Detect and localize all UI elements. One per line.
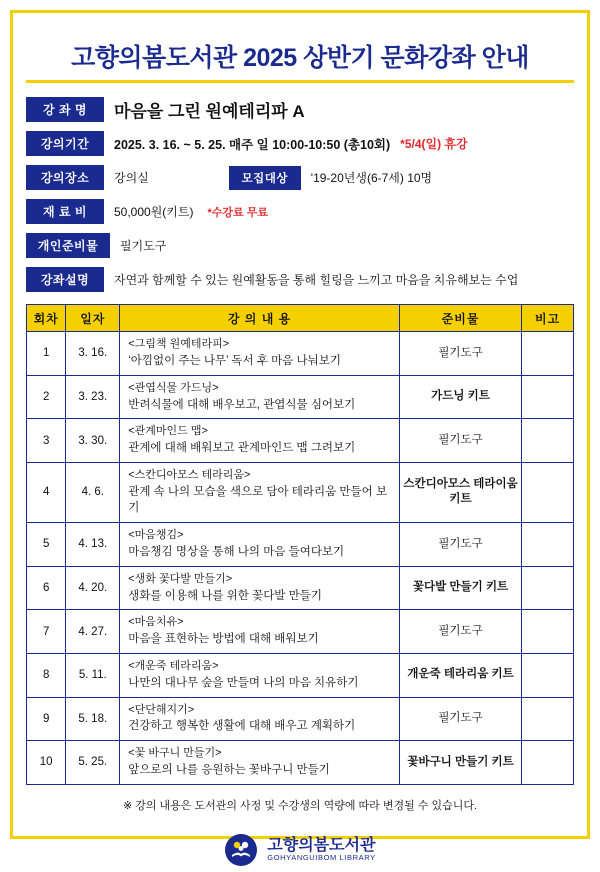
content-title: <마음치유> — [128, 616, 184, 629]
value-place: 강의실 — [114, 171, 149, 185]
info-row-period — [26, 131, 574, 156]
col-header-content: 강 의 내 용 — [120, 305, 400, 332]
cell-material: 필기도구 — [399, 610, 521, 654]
table-row — [27, 462, 574, 522]
table-row — [27, 741, 574, 785]
cell-material: 개운죽 테라리움 키트 — [399, 653, 521, 697]
cell-date: 4. 27. — [66, 610, 120, 654]
value-course-name: 마음을 그린 원예테리파 A — [114, 102, 305, 121]
content-title: <관엽식물 가드닝> — [128, 381, 219, 394]
label-course-name: 강 좌 명 — [26, 97, 104, 122]
col-header-no: 회차 — [27, 305, 66, 332]
content-desc: 생화를 이용해 나를 위한 꽃다발 만들기 — [128, 589, 322, 602]
logo-name-en: GOHYANGUIBOM LIBRARY — [267, 853, 376, 863]
cell-content — [120, 697, 400, 741]
cell-no: 1 — [27, 332, 66, 376]
content-desc: 반려식물에 대해 배우보고, 관엽식물 심어보기 — [128, 398, 356, 411]
content-desc: 나만의 대나무 숲을 만들며 나의 마음 치유하기 — [128, 676, 359, 689]
value-target: '19-20년생(6-7세) 10명 — [310, 171, 433, 185]
cell-material: 스칸디아모스 테라이움 키트 — [399, 462, 521, 522]
cell-content — [120, 375, 400, 419]
cell-date: 4. 20. — [66, 566, 120, 610]
cell-note — [522, 419, 574, 463]
content-desc: 마음챙김 명상을 통해 나의 마음 들여다보기 — [128, 546, 345, 559]
cell-no: 7 — [27, 610, 66, 654]
cell-content — [120, 566, 400, 610]
label-description: 강좌설명 — [26, 267, 104, 292]
cell-date: 5. 25. — [66, 741, 120, 785]
value-fee: 50,000원(키트) — [114, 205, 194, 219]
cell-content — [120, 419, 400, 463]
content-title: <꽃 바구니 만들기> — [128, 747, 222, 760]
cell-material: 가드닝 키트 — [399, 375, 521, 419]
content-title: <그림책 원예테라피> — [128, 338, 230, 350]
info-row-place-target — [26, 165, 574, 190]
cell-note — [522, 653, 574, 697]
content-desc: ‘아낌없이 주는 나무’ 독서 후 마음 나눠보기 — [128, 354, 341, 367]
table-row — [27, 653, 574, 697]
logo-name-ko: 고향의봄도서관 — [267, 836, 376, 854]
cell-date: 5. 18. — [66, 697, 120, 741]
content-desc: 앞으로의 나를 응원하는 꽃바구니 만들기 — [128, 764, 330, 777]
library-logo-icon — [224, 833, 258, 867]
cell-date: 3. 30. — [66, 419, 120, 463]
cell-note — [522, 566, 574, 610]
cell-no: 8 — [27, 653, 66, 697]
table-row — [27, 375, 574, 419]
cell-no: 4 — [27, 462, 66, 522]
cell-no: 2 — [27, 375, 66, 419]
info-row-fee — [26, 199, 574, 224]
cell-note — [522, 523, 574, 567]
table-header-row — [27, 305, 574, 332]
label-supplies: 개인준비물 — [26, 233, 110, 258]
content-desc: 마음을 표현하는 방법에 대해 배워보기 — [128, 633, 319, 646]
cell-date: 5. 11. — [66, 653, 120, 697]
content-title: <생화 꽃다발 만들기> — [128, 572, 233, 585]
cell-content — [120, 523, 400, 567]
table-row — [27, 332, 574, 376]
cell-date: 4. 13. — [66, 523, 120, 567]
cell-content — [120, 741, 400, 785]
label-fee: 재 료 비 — [26, 199, 104, 224]
value-description: 자연과 함께할 수 있는 원예활동을 통해 힐링을 느끼고 마음을 치유해보는 수업 — [114, 273, 519, 287]
cell-content — [120, 610, 400, 654]
cell-date: 3. 16. — [66, 332, 120, 376]
cell-note — [522, 741, 574, 785]
cell-content — [120, 332, 400, 376]
content-desc: 건강하고 행복한 생활에 대해 배우고 계획하기 — [128, 720, 356, 733]
info-row-description — [26, 267, 574, 292]
cell-note — [522, 697, 574, 741]
cell-no: 5 — [27, 523, 66, 567]
cell-material: 필기도구 — [399, 697, 521, 741]
table-row — [27, 523, 574, 567]
table-row — [27, 610, 574, 654]
cell-material: 꽃바구니 만들기 키트 — [399, 741, 521, 785]
value-period-note: *5/4(일) 휴강 — [400, 137, 468, 151]
content-desc: 관계에 대해 배워보고 관계마인드 맵 그려보기 — [128, 442, 356, 455]
cell-date: 3. 23. — [66, 375, 120, 419]
content-title: <단단해지기> — [128, 703, 195, 716]
cell-no: 9 — [27, 697, 66, 741]
cell-note — [522, 610, 574, 654]
cell-material: 필기도구 — [399, 332, 521, 376]
label-period: 강의기간 — [26, 131, 104, 156]
course-schedule-table — [26, 304, 574, 785]
page-title: 고향의봄도서관 2025 상반기 문화강좌 안내 — [71, 44, 529, 72]
cell-no: 10 — [27, 741, 66, 785]
col-header-date: 일자 — [66, 305, 120, 332]
table-row — [27, 419, 574, 463]
col-header-material: 준비물 — [399, 305, 521, 332]
cell-material: 필기도구 — [399, 523, 521, 567]
cell-no: 6 — [27, 566, 66, 610]
cell-note — [522, 332, 574, 376]
cell-note — [522, 375, 574, 419]
label-target: 모집대상 — [229, 166, 301, 190]
value-fee-note: *수강료 무료 — [207, 206, 268, 219]
info-row-course-name — [26, 97, 574, 122]
library-logo-text — [267, 837, 375, 863]
content-title: <마음챙김> — [128, 529, 184, 542]
footnote: ※ 강의 내용은 도서관의 사정 및 수강생의 역량에 따라 변경될 수 있습니다. — [122, 799, 478, 812]
cell-note — [522, 462, 574, 522]
cell-material: 꽃다발 만들기 키트 — [399, 566, 521, 610]
value-supplies: 필기도구 — [120, 239, 167, 253]
content-title: <관계마인드 맵> — [128, 425, 208, 438]
label-place: 강의장소 — [26, 165, 104, 190]
table-row — [27, 697, 574, 741]
content-title: <스칸디아모스 테라리움> — [128, 468, 251, 481]
col-header-note: 비고 — [522, 305, 574, 332]
info-row-supplies — [26, 233, 574, 258]
cell-date: 4. 6. — [66, 462, 120, 522]
cell-material: 필기도구 — [399, 419, 521, 463]
poster-content — [26, 26, 574, 867]
library-logo — [26, 833, 574, 867]
cell-content — [120, 462, 400, 522]
content-desc: 관계 속 나의 모습을 색으로 담아 테라리움 만들어 보기 — [128, 485, 388, 515]
value-period: 2025. 3. 16. ~ 5. 25. 매주 일 10:00-10:50 (총10회) — [114, 137, 391, 152]
content-title: <개운죽 테라리움> — [128, 659, 219, 672]
cell-no: 3 — [27, 419, 66, 463]
table-row — [27, 566, 574, 610]
cell-content — [120, 653, 400, 697]
title-divider — [26, 80, 574, 83]
